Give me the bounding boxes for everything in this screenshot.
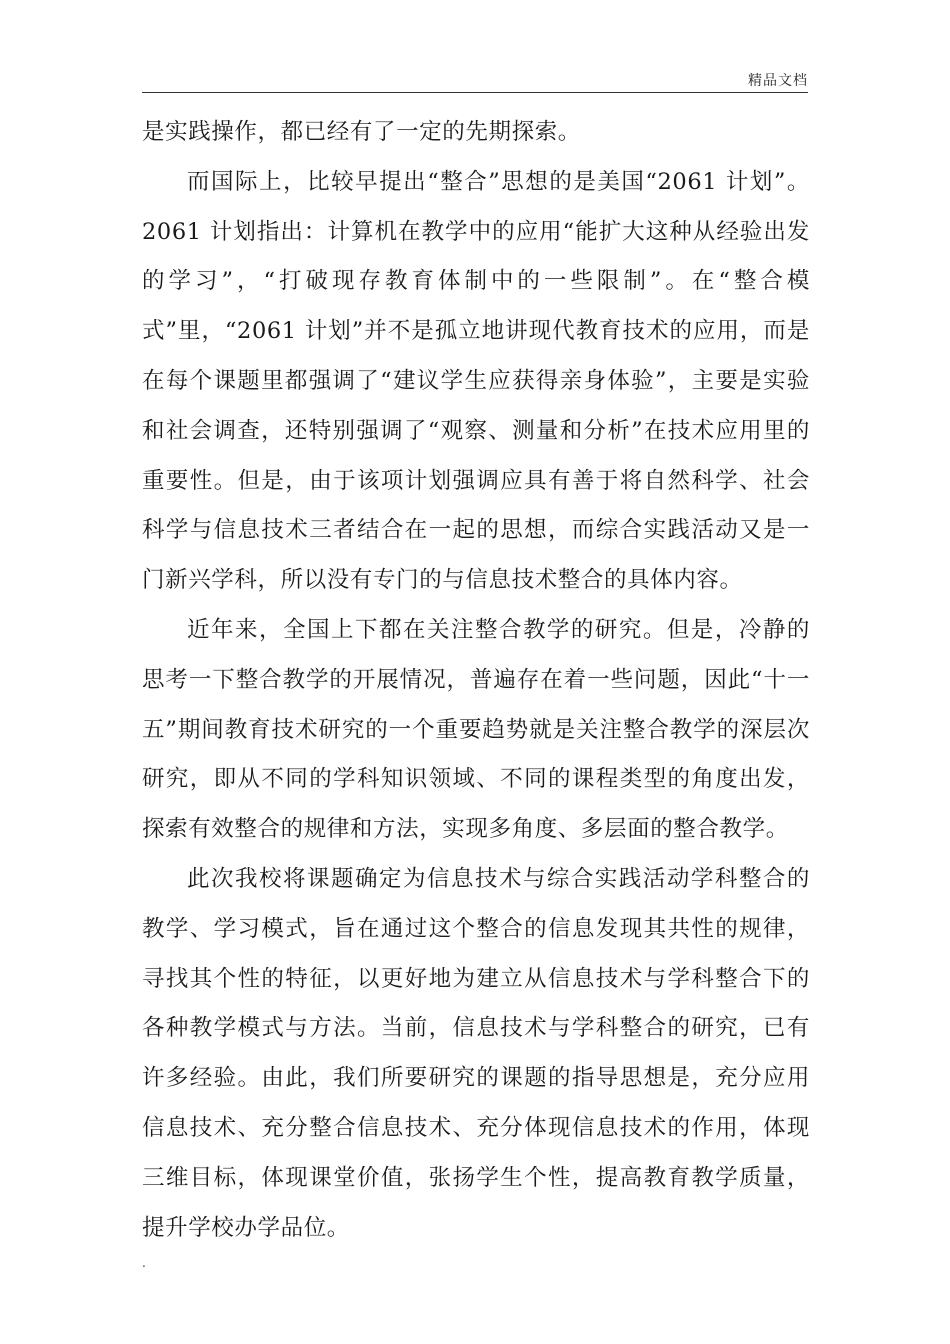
paragraph-2061-plan: 而国际上，比较早提出“整合”思想的是美国“2061 计划”。 2061 计划指出：计算机在教学中的应用“能扩大这种从经验出发的学习”，“打破现存教育体制中的一些限制”。在“整合模式”里，“2061 计划”并不是孤立地讲现代教育技术的应用，而是在每个课题里都强调了“建议学生应获得亲身体验”，主要是实验和社会调查，还特别强调了“观察、测量和分析”在技术应用里的重要性。但是，由于该项计划强调应具有善于将自然科学、社会科学与信息技术三者结合在一起的思想，而综合实践活动又是一门新兴学科，所以没有专门的与信息技术整合的具体内容。 bbox=[142, 168, 810, 594]
paragraph-school-topic: 此次我校将课题确定为信息技术与综合实践活动学科整合的教学、学习模式，旨在通过这个整合的信息发现其共性的规律，寻找其个性的特征，以更好地为建立从信息技术与学科整合下的各种教学模式与方法。当前，信息技术与学科整合的研究，已有许多经验。由此，我们所要研究的课题的指导思想是，充分应用信息技术、充分整合信息技术、充分体现信息技术的作用，体现三维目标，体现课堂价值，张扬学生个性，提高教育教学质量，提升学校办学品位。 bbox=[142, 865, 810, 1241]
paragraph-continued: 是实践操作，都已经有了一定的先期探索。 bbox=[142, 119, 581, 145]
paragraph-recent-years: 近年来，全国上下都在关注整合教学的研究。但是，冷静的思考一下整合教学的开展情况，普遍存在着一些问题，因此“十一五”期间教育技术研究的一个重要趋势就是关注整合教学的深层次研究，即从不同的学科知识领域、不同的课程类型的角度出发，探索有效整合的规律和方法，实现多角度、多层面的整合教学。 bbox=[142, 616, 810, 843]
header-divider bbox=[142, 92, 808, 93]
footer-mark: . bbox=[142, 1256, 146, 1270]
document-body bbox=[142, 108, 810, 1253]
header-label: 精品文档 bbox=[748, 73, 808, 89]
